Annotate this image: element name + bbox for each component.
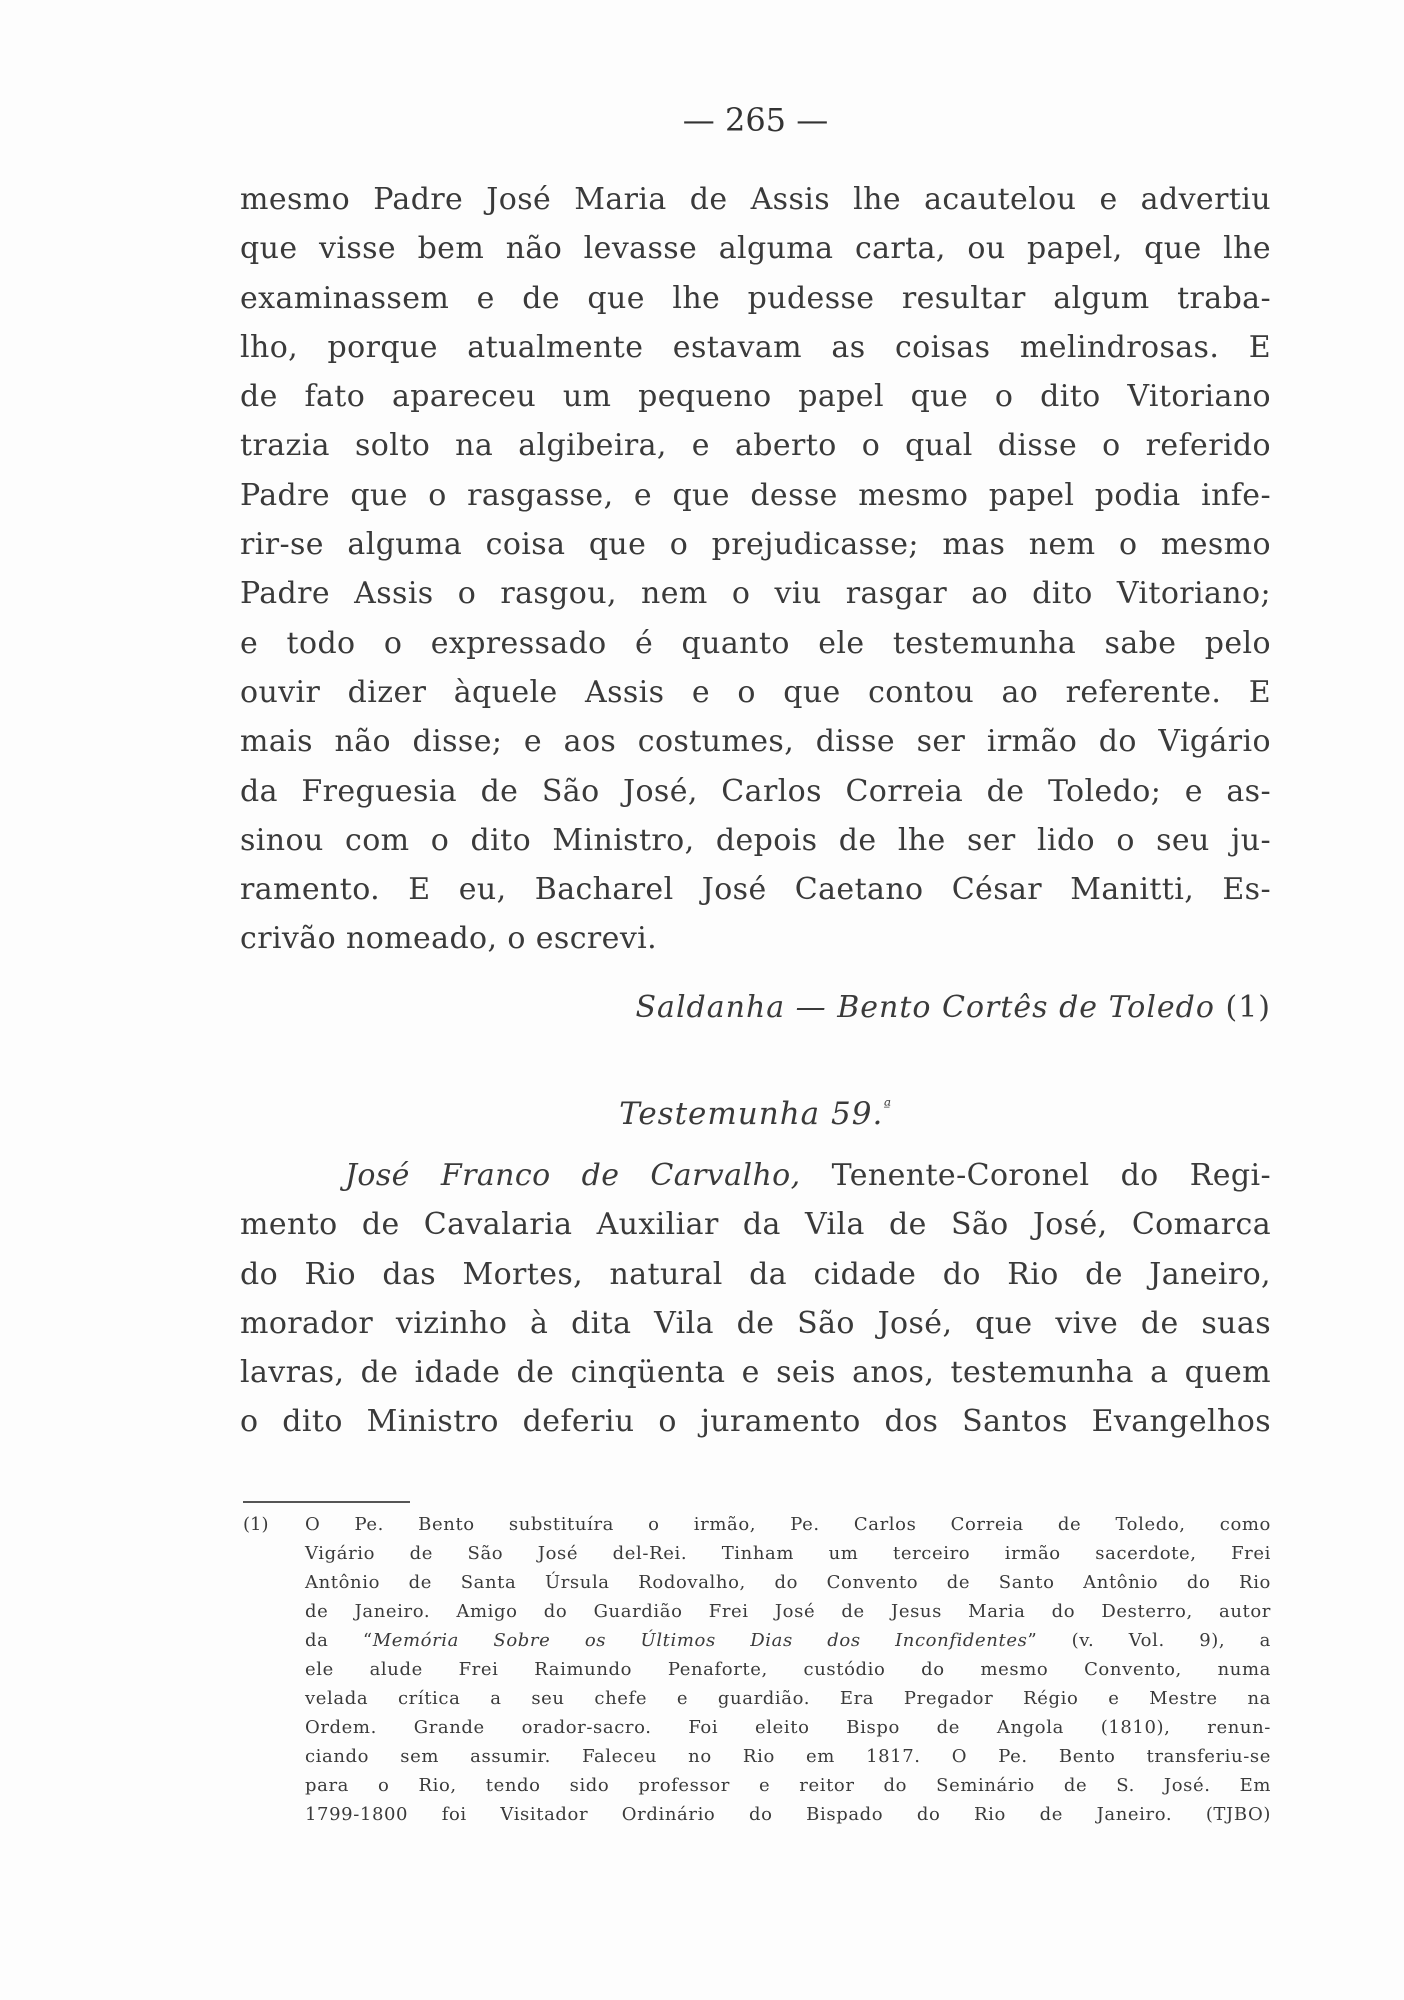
footnote-line: O Pe. Bento substituíra o irmão, Pe. Carlos Correia de Toledo, como xyxy=(305,1514,1271,1535)
text-line: e todo o expressado é quanto ele testemunha sabe pelo xyxy=(240,625,1271,661)
footnote-reference: (1) xyxy=(1225,990,1271,1025)
text-line: lho, porque atualmente estavam as coisas melindrosas. E xyxy=(240,329,1271,365)
text-line: da Freguesia de São José, Carlos Correia de Toledo; e as- xyxy=(240,773,1271,809)
footnote-line: Ordem. Grande orador-sacro. Foi eleito Bispo de Angola (1810), renun- xyxy=(305,1717,1271,1738)
text-line: mento de Cavalaria Auxiliar da Vila de São José, Comarca xyxy=(240,1207,1271,1243)
text-line: examinassem e de que lhe pudesse resultar algum traba- xyxy=(240,280,1271,316)
section-heading xyxy=(240,1082,1271,1139)
heading-text: Testemunha 59. xyxy=(619,1096,884,1132)
text-line: crivão nomeado, o escrevi. xyxy=(240,921,658,957)
text-line: lavras, de idade de cinqüenta e seis anos, testemunha a quem xyxy=(240,1355,1271,1391)
signature-names: Saldanha — Bento Cortês de Toledo xyxy=(635,990,1215,1025)
footnote-text-post: ” (v. Vol. 9), a xyxy=(1027,1630,1271,1651)
text-line: Padre Assis o rasgou, nem o viu rasgar ao dito Vitoriano; xyxy=(240,576,1271,612)
footnote-number: (1) xyxy=(243,1514,269,1535)
heading-ordinal: ª xyxy=(883,1097,892,1116)
text-line: mesmo Padre José Maria de Assis lhe acautelou e advertiu xyxy=(240,182,1271,217)
footnote-line: de Janeiro. Amigo do Guardião Frei José de Jesus Maria do Desterro, autor xyxy=(305,1601,1271,1622)
cited-work-title: Memória Sobre os Últimos Dias dos Inconfidentes xyxy=(372,1630,1028,1651)
text-line: trazia solto na algibeira, e aberto o qual disse o referido xyxy=(240,428,1271,464)
text-line xyxy=(240,1151,1271,1200)
body-paragraph-2 xyxy=(240,1151,1271,1447)
footnote-line xyxy=(305,1626,1271,1655)
footnote-line: velada crítica a seu chefe e guardião. Era Pregador Régio e Mestre na xyxy=(305,1688,1271,1709)
text-line: que visse bem não levasse alguma carta, ou papel, que lhe xyxy=(240,231,1271,267)
text-line: morador vizinho à dita Vila de São José, que vive de suas xyxy=(240,1305,1271,1341)
witness-name: José Franco de Carvalho, xyxy=(345,1158,801,1193)
footnote-line: para o Rio, tendo sido professor e reitor do Seminário de S. José. Em xyxy=(305,1775,1271,1796)
body-paragraph-1 xyxy=(240,175,1271,964)
footnote-line: Antônio de Santa Úrsula Rodovalho, do Convento de Santo Antônio do Rio xyxy=(305,1572,1271,1593)
text-line: mais não disse; e aos costumes, disse ser irmão do Vigário xyxy=(240,724,1271,760)
text-line: Padre que o rasgasse, e que desse mesmo papel podia infe- xyxy=(240,477,1271,513)
witness-title: Tenente-Coronel do Regi- xyxy=(831,1158,1271,1193)
text-line: de fato apareceu um pequeno papel que o dito Vitoriano xyxy=(240,379,1271,415)
text-line: do Rio das Mortes, natural da cidade do Rio de Janeiro, xyxy=(240,1256,1271,1292)
footnote-line: Vigário de São José del-Rei. Tinham um terceiro irmão sacerdote, Frei xyxy=(305,1543,1271,1564)
footnote-line: ciando sem assumir. Faleceu no Rio em 1817. O Pe. Bento transferiu-se xyxy=(305,1746,1271,1767)
footnote-text xyxy=(305,1510,1271,1829)
text-line: ouvir dizer àquele Assis e o que contou ao referente. E xyxy=(240,674,1271,710)
text-line: ramento. E eu, Bacharel José Caetano César Manitti, Es- xyxy=(240,872,1271,908)
text-line: o dito Ministro deferiu o juramento dos Santos Evangelhos xyxy=(240,1404,1271,1440)
text-line: rir-se alguma coisa que o prejudicasse; mas nem o mesmo xyxy=(240,527,1271,563)
footnote-divider xyxy=(243,1501,410,1503)
footnote-line: ele alude Frei Raimundo Penaforte, custódio do mesmo Convento, numa xyxy=(305,1659,1271,1680)
signature-line xyxy=(240,983,1271,1032)
text-line: sinou com o dito Ministro, depois de lhe ser lido o seu ju- xyxy=(240,822,1271,858)
footnote-text-pre: da “ xyxy=(305,1630,373,1651)
footnote-line: 1799-1800 foi Visitador Ordinário do Bispado do Rio de Janeiro. (TJBO) xyxy=(305,1804,1271,1825)
page-number: — 265 — xyxy=(682,101,829,139)
